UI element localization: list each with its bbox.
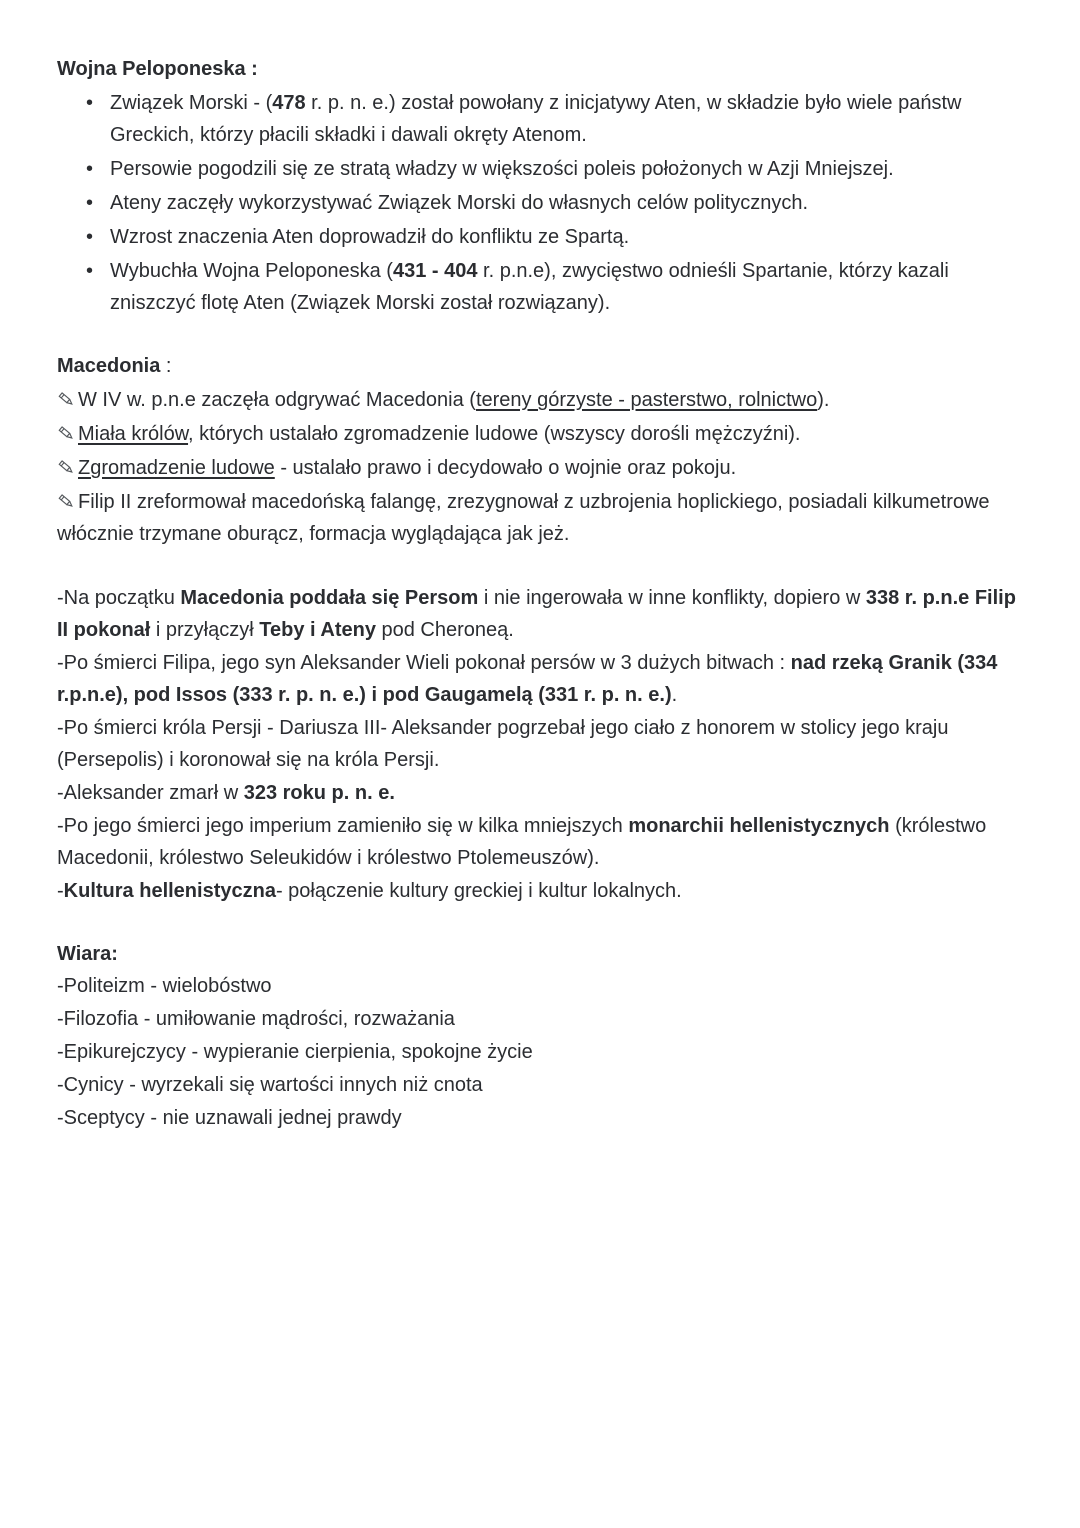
text-segment: -Cynicy - wyrzekali się wartości innych niż cnota (57, 1074, 483, 1096)
text-segment: - połączenie kultury greckiej i kultur lokalnych. (275, 880, 682, 902)
heading-wojna-peloponeska (57, 53, 1023, 85)
text-segment: -Po śmierci króla Persji - Dariusza III- Aleksander pogrzebał jego ciało z honorem w stolicy jego kraju (Persepolis) i koronował się na króla Persji. (57, 717, 949, 771)
notes-wiara (57, 970, 1023, 1134)
text-segment: , których ustalało zgromadzenie ludowe (wszyscy dorośli mężczyźni). (188, 423, 801, 445)
pencil-list-item (57, 418, 1023, 450)
text-segment: - ustalało prawo i decydowało o wojnie oraz pokoju. (274, 457, 737, 479)
text-line (57, 1036, 1023, 1068)
text-segment: 431 - 404 (392, 260, 478, 282)
text-segment: . (671, 684, 678, 706)
bullet-icon: • (86, 158, 94, 180)
list-item (57, 153, 1023, 185)
bullet-icon: • (86, 192, 94, 214)
list-item (57, 87, 1023, 151)
pencil-list-item (57, 384, 1023, 416)
text-segment: r. p.n.e), zwycięstwo odnieśli Spartanie, którzy kazali zniszczyć flotę Aten (Związek Morski został rozwiązany). (110, 260, 949, 314)
text-segment: tereny górzyste - pasterstwo, rolnictwo (475, 389, 818, 411)
text-line (57, 647, 1023, 711)
text-segment: -Politeizm - wielobóstwo (57, 975, 272, 997)
text-segment: Wzrost znaczenia Aten doprowadził do konfliktu ze Spartą. (110, 226, 630, 248)
text-segment: W IV w. p.n.e zaczęła odgrywać Macedonia ( (78, 389, 476, 411)
text-segment: - (57, 880, 64, 902)
pencil-icon (57, 458, 76, 477)
list-item (57, 187, 1023, 219)
text-segment: -Po jego śmierci jego imperium zamieniło się w kilka mniejszych (57, 815, 629, 837)
list-item (57, 255, 1023, 319)
text-segment: -Epikurejczycy - wypieranie cierpienia, spokojne życie (57, 1041, 533, 1063)
text-segment: 478 (272, 92, 306, 114)
text-segment: pod Cheroneą. (375, 619, 514, 641)
pencil-icon (57, 390, 76, 409)
bullet-icon: • (86, 260, 94, 282)
text-segment: Macedonia (57, 355, 161, 377)
text-segment: : (160, 355, 172, 377)
text-segment: Macedonia poddała się Persom (180, 587, 479, 609)
pencil-icon (57, 492, 76, 511)
text-line (57, 810, 1023, 874)
list-macedonia (57, 384, 1023, 550)
text-segment: -Na początku (57, 587, 181, 609)
text-line (57, 777, 1023, 809)
text-segment: i nie ingerowała w inne konflikty, dopiero w (478, 587, 866, 609)
bullet-icon: • (86, 92, 94, 114)
heading-wiara (57, 938, 1023, 970)
text-line (57, 712, 1023, 776)
text-segment: -Po śmierci Filipa, jego syn Aleksander Wieli pokonał persów w 3 dużych bitwach : (57, 652, 791, 674)
text-segment: -Sceptycy - nie uznawali jednej prawdy (57, 1107, 402, 1129)
text-segment: -Filozofia - umiłowanie mądrości, rozważania (57, 1008, 455, 1030)
text-line (57, 1102, 1023, 1134)
text-segment: 338 r. p.n.e (865, 587, 970, 609)
heading-macedonia (57, 350, 1023, 382)
text-segment: 323 roku p. n. e. (243, 782, 395, 804)
pencil-list-item (57, 452, 1023, 484)
text-segment: Wybuchła Wojna Peloponeska ( (110, 260, 393, 282)
text-segment: Zgromadzenie ludowe (78, 457, 275, 479)
text-line (57, 582, 1023, 646)
text-segment: Kultura hellenistyczna (63, 880, 276, 902)
notes-macedonia-history (57, 582, 1023, 907)
text-segment: Filip II pokonał (57, 587, 1016, 641)
text-segment: Wiara: (57, 943, 118, 965)
text-segment: ). (817, 389, 830, 411)
text-segment: Miała królów (78, 423, 189, 445)
text-segment: r. p. n. e.) został powołany z inicjatywy Aten, w składzie było wiele państw Greckich, którzy płacili składki i dawali okręty Atenom. (110, 92, 962, 146)
bullet-icon: • (86, 226, 94, 248)
text-segment: Filip II zreformował macedońską falangę, zrezygnował z uzbrojenia hoplickiego, posiadali kilkumetrowe włócznie trzymane oburącz, formacja wyglądająca jak jeż. (57, 491, 990, 545)
pencil-list-item (57, 486, 1023, 550)
text-segment: monarchii hellenistycznych (628, 815, 890, 837)
list-wojna-peloponeska (57, 87, 1023, 319)
text-segment: Teby i Ateny (259, 619, 376, 641)
text-line (57, 1069, 1023, 1101)
text-segment: Ateny zaczęły wykorzystywać Związek Morski do własnych celów politycznych. (110, 192, 808, 214)
text-line (57, 1003, 1023, 1035)
text-line (57, 875, 1023, 907)
text-segment: Związek Morski - ( (110, 92, 273, 114)
text-segment: Persowie pogodzili się ze stratą władzy w większości poleis położonych w Azji Mniejszej. (110, 158, 894, 180)
text-segment: Wojna Peloponeska : (57, 58, 258, 80)
text-line (57, 970, 1023, 1002)
text-segment: -Aleksander zmarł w (57, 782, 244, 804)
pencil-icon (57, 424, 76, 443)
text-segment: i przyłączył (150, 619, 260, 641)
list-item (57, 221, 1023, 253)
text-segment: (królestwo Macedonii, królestwo Seleukidów i królestwo Ptolemeuszów). (57, 815, 987, 869)
text-segment: nad rzeką Granik (334 r.p.n.e), pod Issos (333 r. p. n. e.) i pod Gaugamelą (331 r. p. n. e.) (57, 652, 998, 706)
